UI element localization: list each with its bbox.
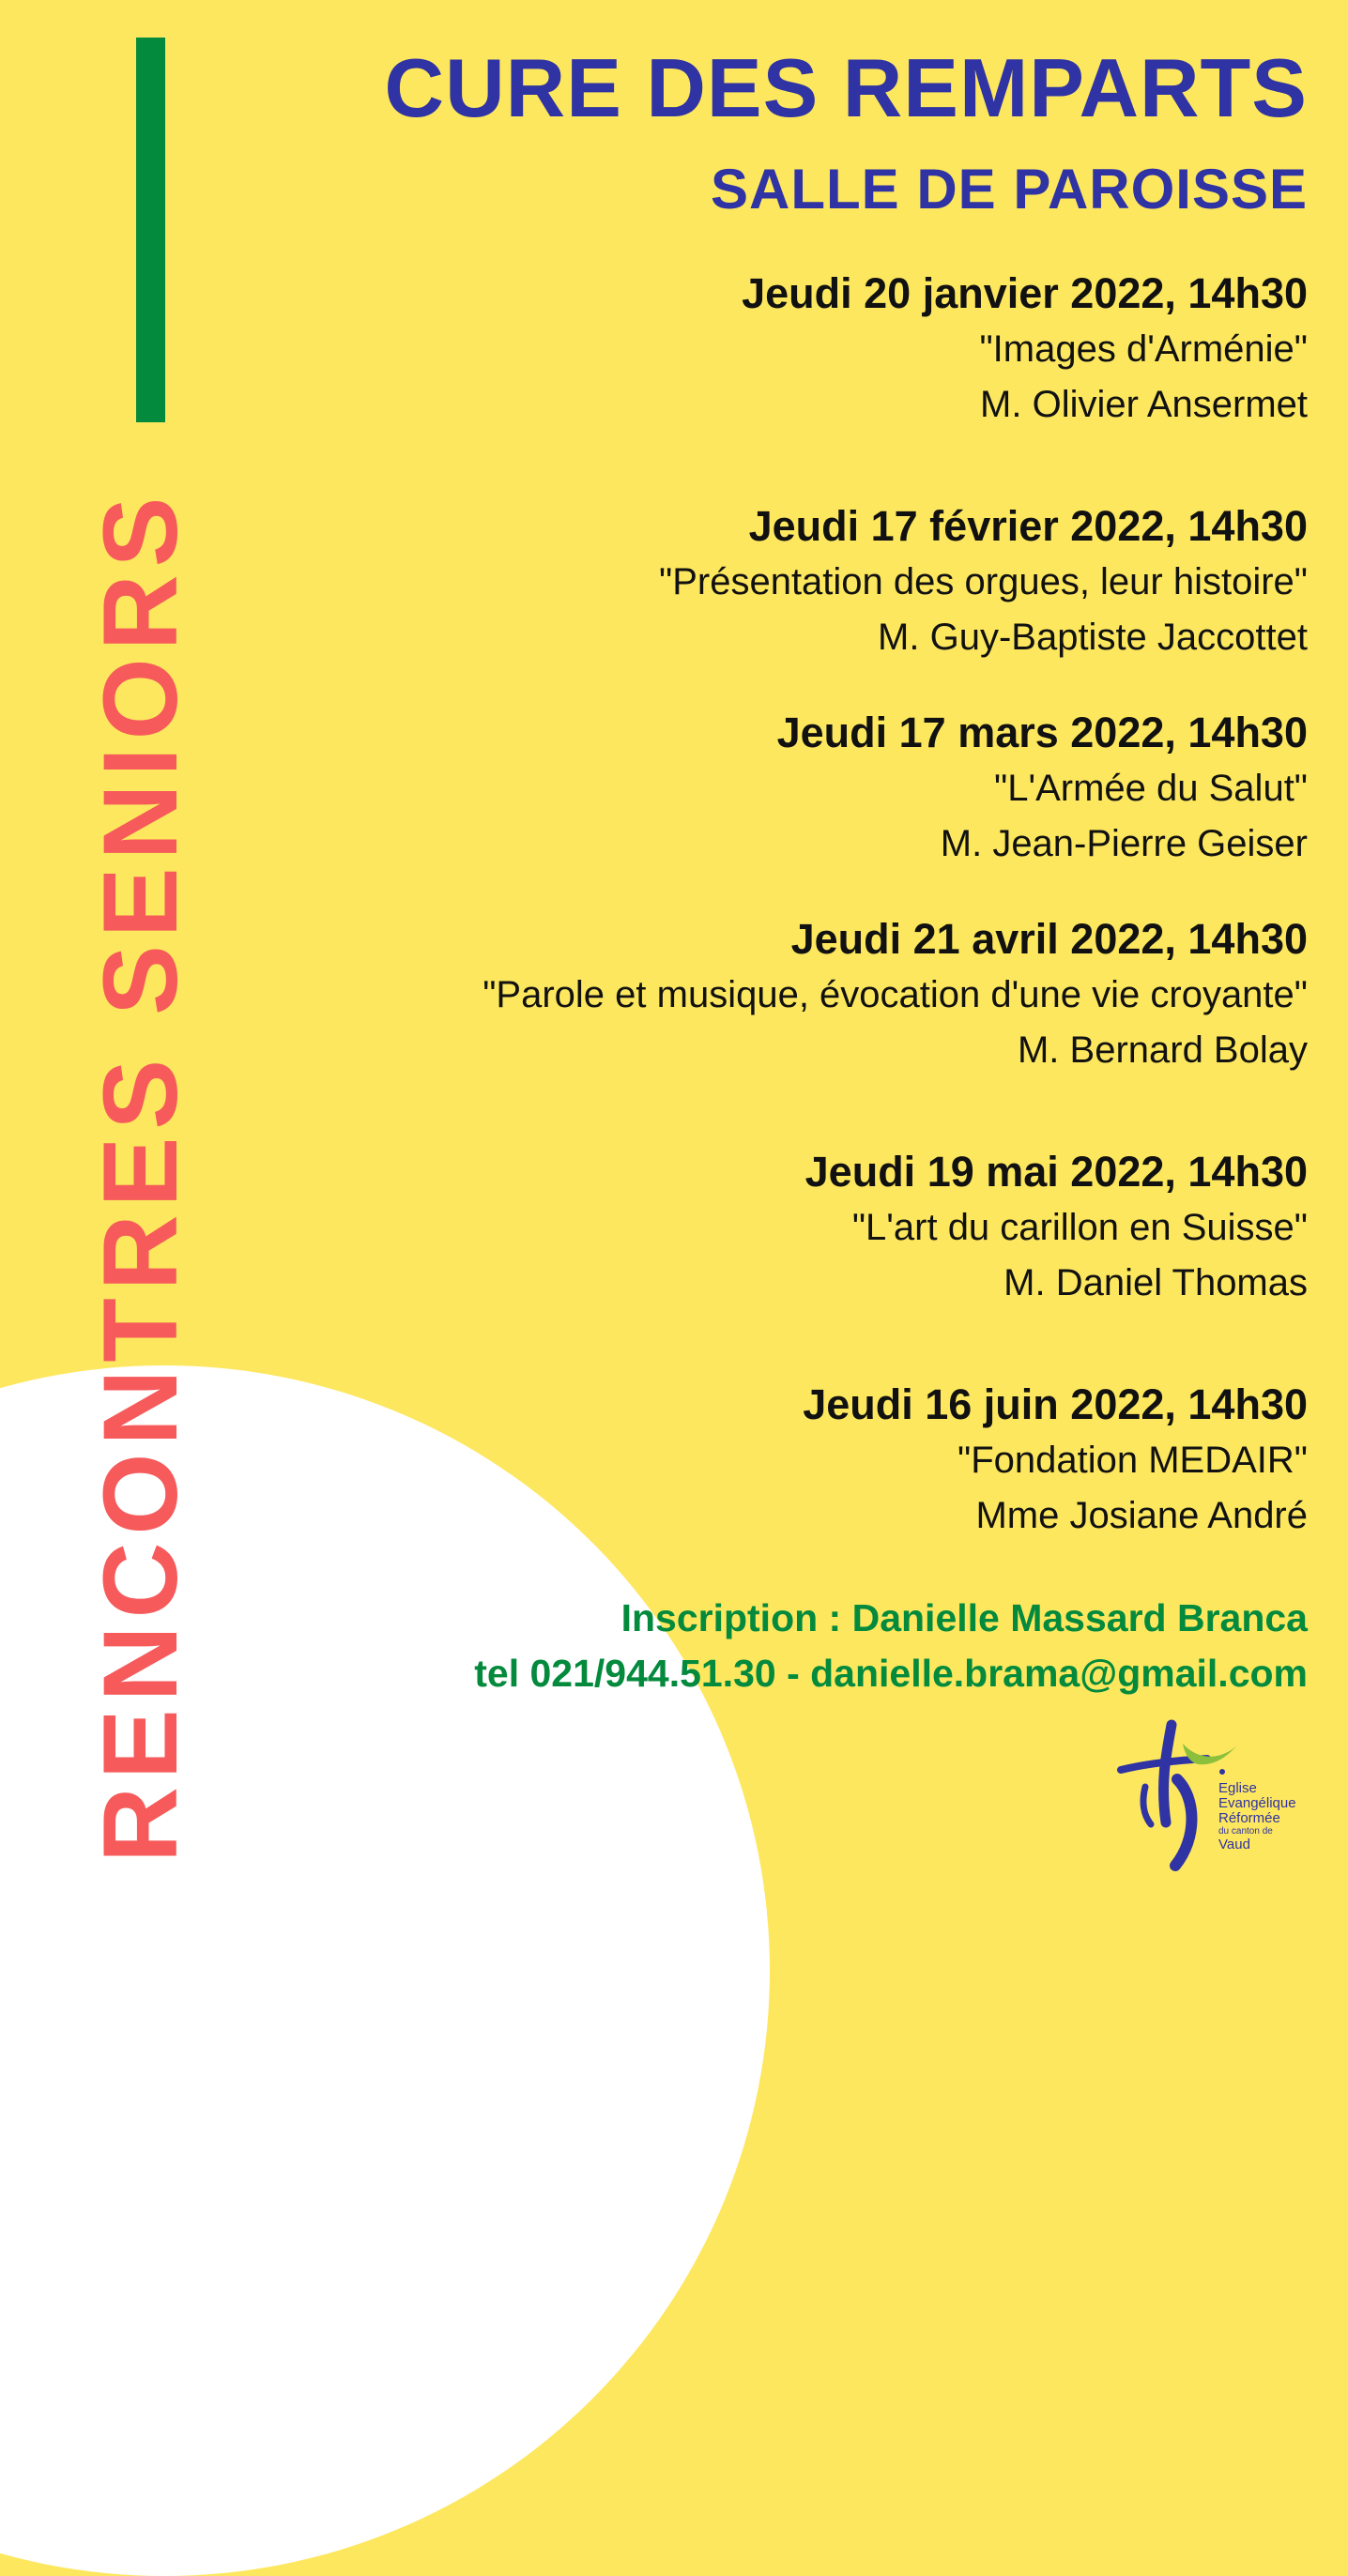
page-title: CURE DES REMPARTS [384,41,1308,134]
event-date: Jeudi 17 février 2022, 14h30 [748,502,1308,550]
event-date: Jeudi 19 mai 2022, 14h30 [804,1148,1308,1196]
logo-text-line: Eglise [1218,1780,1257,1796]
event-item [483,705,1308,872]
event-date: Jeudi 20 janvier 2022, 14h30 [742,269,1308,317]
event-list [483,266,1308,1544]
event-item [483,911,1308,1078]
event-item [483,498,1308,665]
event-speaker: M. Olivier Ansermet [980,384,1308,425]
event-date: Jeudi 17 mars 2022, 14h30 [776,709,1308,756]
event-topic: "L'Armée du Salut" [994,768,1308,809]
event-item [483,1377,1308,1544]
logo-text-line: Vaud [1218,1837,1250,1852]
event-speaker: Mme Josiane André [975,1495,1308,1536]
event-speaker: M. Guy-Baptiste Jaccottet [878,617,1308,658]
event-topic: "Présentation des orgues, leur histoire" [659,561,1308,602]
side-title: RENCONTRES SENIORS [82,489,199,1863]
event-speaker: M. Jean-Pierre Geiser [940,823,1308,864]
header [384,41,1308,221]
event-topic: "Parole et musique, évocation d'une vie croyante" [483,974,1308,1015]
page-subtitle: SALLE DE PAROISSE [711,158,1308,221]
event-speaker: M. Bernard Bolay [1017,1029,1308,1071]
registration-phone-email[interactable]: tel 021/944.51.30 - danielle.brama@gmail.com [474,1652,1308,1695]
green-accent-bar [136,38,165,422]
event-speaker: M. Daniel Thomas [1003,1262,1308,1303]
registration-contact [474,1591,1308,1701]
event-item [483,1144,1308,1311]
event-topic: "L'art du carillon en Suisse" [851,1207,1308,1248]
logo-text-line: Evangélique [1218,1795,1296,1811]
event-date: Jeudi 21 avril 2022, 14h30 [790,915,1308,963]
registration-name: Inscription : Danielle Massard Branca [620,1596,1308,1639]
church-logo [1117,1717,1314,1877]
logo-text [1218,1781,1296,1852]
event-topic: "Images d'Arménie" [979,328,1308,370]
event-item [483,266,1308,433]
logo-text-line: du canton de [1218,1826,1273,1837]
event-date: Jeudi 16 juin 2022, 14h30 [803,1380,1308,1428]
event-topic: "Fondation MEDAIR" [957,1440,1308,1481]
logo-text-line: Réformée [1218,1810,1280,1826]
